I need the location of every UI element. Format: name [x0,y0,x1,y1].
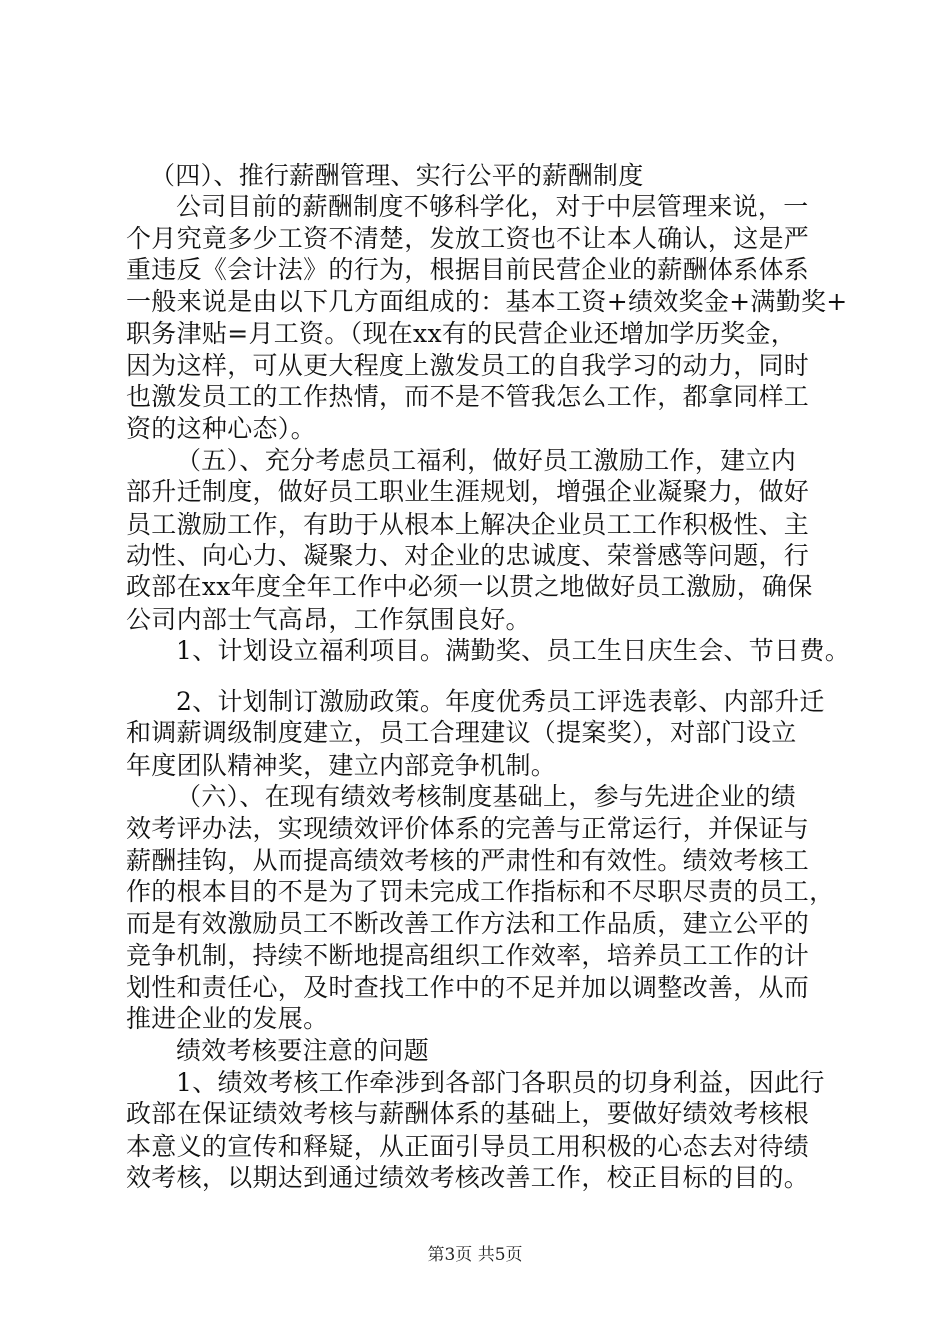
paragraph-line: 政部在xx年度全年工作中必须一以贯之地做好员工激励，确保 [126,572,813,601]
paragraph-line: 因为这样，可从更大程度上激发员工的自我学习的动力，同时 [126,351,810,380]
paragraph-line: 而是有效激励员工不断改善工作方法和工作品质，建立公平的 [126,909,810,938]
paragraph-line: 部升迁制度，做好员工职业生涯规划，增强企业凝聚力，做好 [126,477,810,506]
paragraph-line: 一般来说是由以下几方面组成的：基本工资+绩效奖金+满勤奖+ [126,287,848,316]
paragraph-line: 政部在保证绩效考核与薪酬体系的基础上，要做好绩效考核根 [126,1099,810,1128]
paragraph-line: 职务津贴=月工资。（现在xx有的民营企业还增加学历奖金， [126,319,797,348]
paragraph-line: 动性、向心力、凝聚力、对企业的忠诚度、荣誉感等问题，行 [126,541,810,570]
paragraph-line: 和调薪调级制度建立，员工合理建议（提案奖），对部门设立 [126,718,797,747]
section-heading-5: （五）、充分考虑员工福利，做好员工激励工作，建立内 [176,446,797,475]
page-footer: 第3页 共5页 [427,1245,523,1265]
paragraph-line: 公司内部士气高昂，工作氛围良好。 [126,605,531,634]
section-heading-6: （六）、在现有绩效考核制度基础上，参与先进企业的绩 [176,782,797,811]
section-heading-4: （四）、推行薪酬管理、实行公平的薪酬制度 [150,161,644,190]
paragraph-line: 竞争机制，持续不断地提高组织工作效率，培养员工工作的计 [126,941,810,970]
paragraph-line: 薪酬挂钩，从而提高绩效考核的严肃性和有效性。绩效考核工 [126,846,810,875]
paragraph-line: 作的根本目的不是为了罚未完成工作指标和不尽职尽责的员工， [126,877,835,906]
paragraph-line: 划性和责任心，及时查找工作中的不足并加以调整改善，从而 [126,973,810,1002]
paragraph-line: 效考核，以期达到通过绩效考核改善工作，校正目标的目的。 [126,1163,810,1192]
paragraph-line: 员工激励工作，有助于从根本上解决企业员工工作积极性、主 [126,510,810,539]
paragraph-line: 个月究竟多少工资不清楚，发放工资也不让本人确认，这是严 [126,224,810,253]
paragraph-line: 效考评办法，实现绩效评价体系的完善与正常运行，并保证与 [126,814,810,843]
paragraph-line: 年度团队精神奖，建立内部竞争机制。 [126,751,557,780]
paragraph-line: 推进企业的发展。 [126,1004,329,1033]
subheading: 绩效考核要注意的问题 [176,1036,430,1065]
list-item: 1、计划设立福利项目。满勤奖、员工生日庆生会、节日费。 [176,636,851,665]
paragraph-line: 公司目前的薪酬制度不够科学化，对于中层管理来说，一 [176,192,809,221]
paragraph-line: 资的这种心态）。 [126,414,316,443]
list-item: 1、绩效考核工作牵涉到各部门各职员的切身利益，因此行 [176,1068,825,1097]
paragraph-line: 本意义的宣传和释疑，从正面引导员工用积极的心态去对待绩 [126,1132,810,1161]
list-item: 2、计划制订激励政策。年度优秀员工评选表彰、内部升迁 [176,687,825,716]
paragraph-line: 也激发员工的工作热情，而不是不管我怎么工作，都拿同样工 [126,382,810,411]
paragraph-line: 重违反《会计法》的行为，根据目前民营企业的薪酬体系体系 [126,255,810,284]
